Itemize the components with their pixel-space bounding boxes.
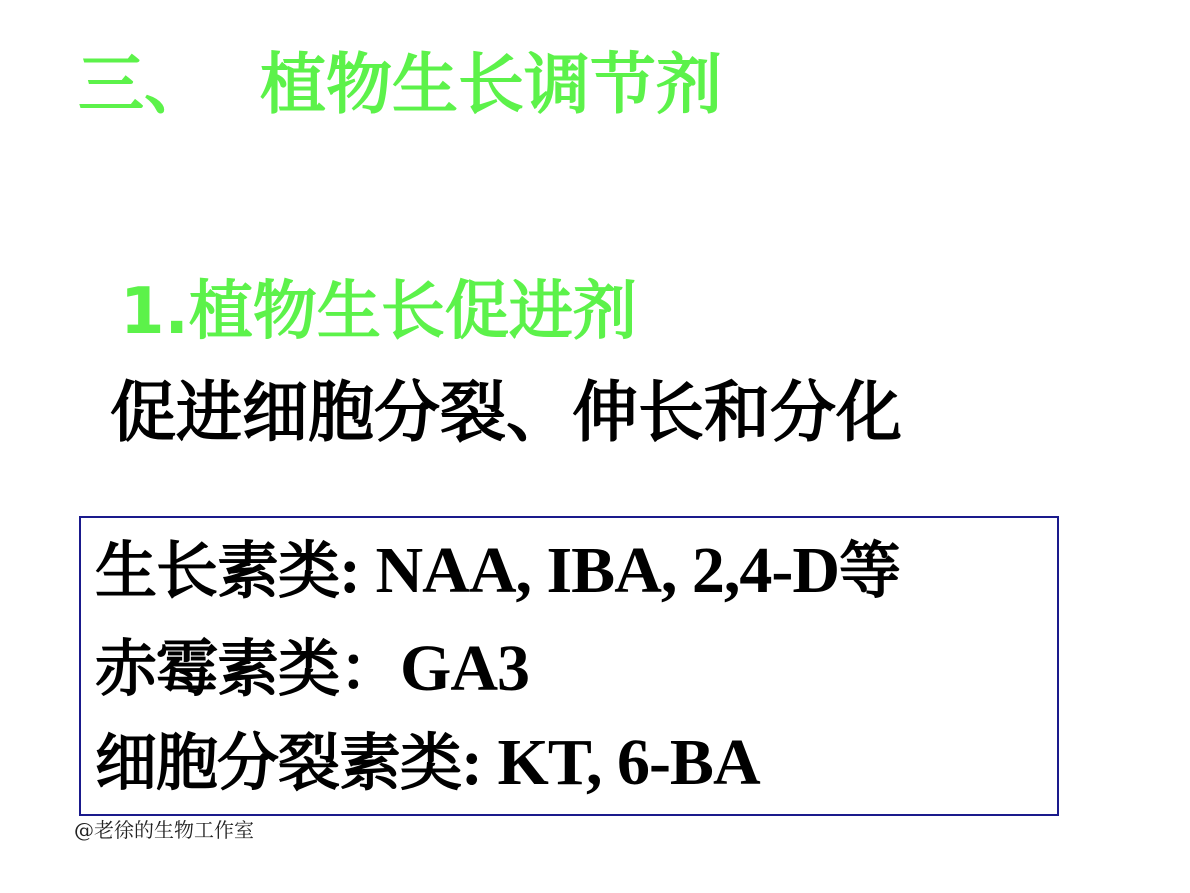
gibberellin-label: 赤霉素类： [95, 632, 401, 705]
gibberellin-line [95, 632, 530, 705]
section-heading [120, 275, 637, 349]
slide-title [78, 46, 722, 123]
cytokinin-line [95, 726, 760, 799]
auxin-examples: : NAA, IBA, 2,4-D [339, 534, 839, 607]
title-number: 三、 [78, 46, 210, 123]
section-number: 1. [120, 275, 189, 349]
section-heading-text: 植物生长促进剂 [188, 275, 637, 349]
gibberellin-examples: GA3 [400, 632, 530, 705]
cytokinin-examples: : KT, 6-BA [461, 726, 760, 799]
section-description: 促进细胞分裂、伸长和分化 [110, 374, 902, 451]
auxin-label: 生长素类 [95, 534, 340, 607]
watermark: @老徐的生物工作室 [74, 818, 254, 842]
auxin-line [95, 534, 901, 607]
title-text: 植物生长调节剂 [260, 46, 722, 123]
auxin-suffix: 等 [839, 534, 901, 607]
cytokinin-label: 细胞分裂素类 [95, 726, 462, 799]
examples-box [79, 516, 1059, 816]
